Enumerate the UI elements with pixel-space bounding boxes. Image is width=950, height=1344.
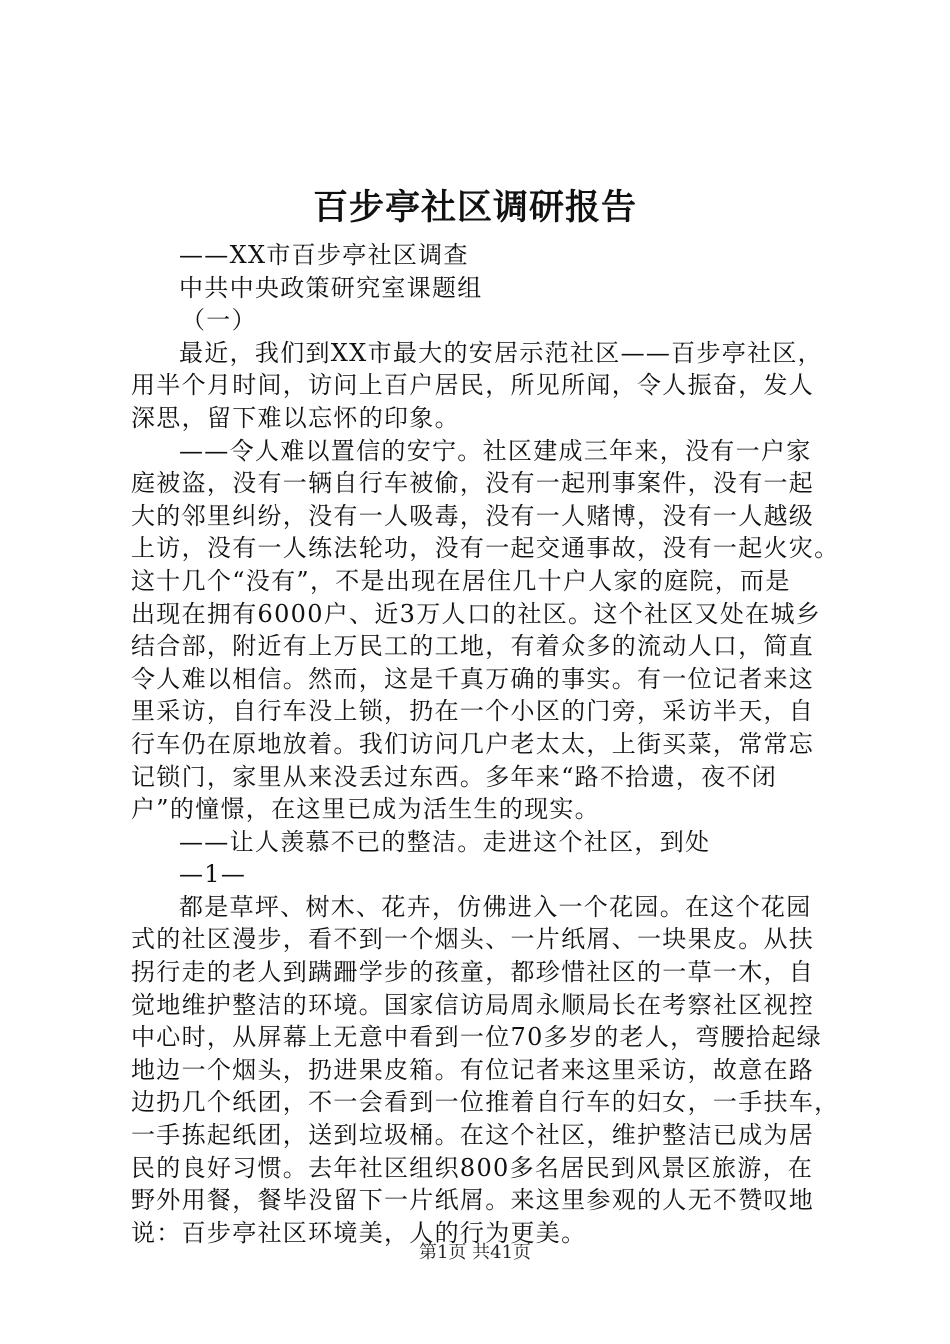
paragraph-line: 边扔几个纸团，不一会看到一位推着自行车的妇女，一手扶车， xyxy=(131,1088,840,1117)
paragraph-line: 户”的憧憬，在这里已成为活生生的现实。 xyxy=(131,795,600,824)
paragraph-line: 大的邻里纠纷，没有一人吸毒，没有一人赌博，没有一人越级 xyxy=(131,501,815,530)
author-line: 中共中央政策研究室课题组 xyxy=(179,273,483,302)
paragraph-line: 出现在拥有6000户、近3万人口的社区。这个社区又处在城乡 xyxy=(131,599,822,628)
paragraph-line: 野外用餐，餐毕没留下一片纸屑。来这里参观的人无不赞叹地 xyxy=(131,1186,815,1215)
section-marker: （一） xyxy=(181,306,257,335)
paragraph-line: 结合部，附近有上万民工的工地，有着众多的流动人口，简直 xyxy=(131,632,815,661)
subtitle-line: ——XX市百步亭社区调查 xyxy=(179,241,469,269)
paragraph-line: 最近，我们到XX市最大的安居示范社区——百步亭社区， xyxy=(179,338,823,367)
paragraph-line: 民的良好习惯。去年社区组织800多名居民到风景区旅游，在 xyxy=(131,1153,814,1182)
paragraph-line: ——让人羡慕不已的整洁。走进这个社区，到处 xyxy=(179,827,711,856)
paragraph-line: 记锁门，家里从来没丢过东西。多年来“路不拾遗，夜不闭 xyxy=(131,762,778,791)
paragraph-line: 庭被盗，没有一辆自行车被偷，没有一起刑事案件，没有一起 xyxy=(131,469,815,498)
document-body xyxy=(131,239,840,1249)
paragraph-line: 式的社区漫步，看不到一个烟头、一片纸屑、一块果皮。从扶 xyxy=(131,925,815,954)
paragraph-line: 觉地维护整洁的环境。国家信访局周永顺局长在考察社区视控 xyxy=(131,990,815,1019)
paragraph-line: 里采访，自行车没上锁，扔在一个小区的门旁，采访半天，自 xyxy=(131,697,815,726)
page-number-marker: —1— xyxy=(179,860,247,889)
paragraph-line: 行车仍在原地放着。我们访问几户老太太，上街买菜，常常忘 xyxy=(131,729,815,758)
paragraph-line: 都是草坪、树木、花卉，仿佛进入一个花园。在这个花园 xyxy=(179,892,812,921)
paragraph-line: 这十几个“没有”，不是出现在居住几十户人家的庭院，而是 xyxy=(131,566,791,595)
paragraph-line: 地边一个烟头，扔进果皮箱。有位记者来这里采访，故意在路 xyxy=(131,1055,815,1084)
paragraph-line: 中心时，从屏幕上无意中看到一位70多岁的老人，弯腰拾起绿 xyxy=(131,1023,822,1052)
paragraph-line: ——令人难以置信的安宁。社区建成三年来，没有一户家 xyxy=(179,436,812,465)
document-title: 百步亭社区调研报告 xyxy=(312,187,637,228)
page-footer: 第1页 共41页 xyxy=(418,1242,532,1263)
paragraph-line: 说：百步亭社区环境美，人的行为更美。 xyxy=(131,1218,587,1247)
paragraph-line: 深思，留下难以忘怀的印象。 xyxy=(131,403,460,432)
paragraph-line: 令人难以相信。然而，这是千真万确的事实。有一位记者来这 xyxy=(131,664,815,693)
paragraph-line: 一手拣起纸团，送到垃圾桶。在这个社区，维护整洁已成为居 xyxy=(131,1121,815,1150)
paragraph-line: 上访，没有一人练法轮功，没有一起交通事故，没有一起火灾。 xyxy=(131,534,840,563)
paragraph-line: 用半个月时间，访问上百户居民，所见所闻，令人振奋，发人 xyxy=(131,371,815,400)
paragraph-line: 拐行走的老人到蹒跚学步的孩童，都珍惜社区的一草一木，自 xyxy=(131,958,815,987)
